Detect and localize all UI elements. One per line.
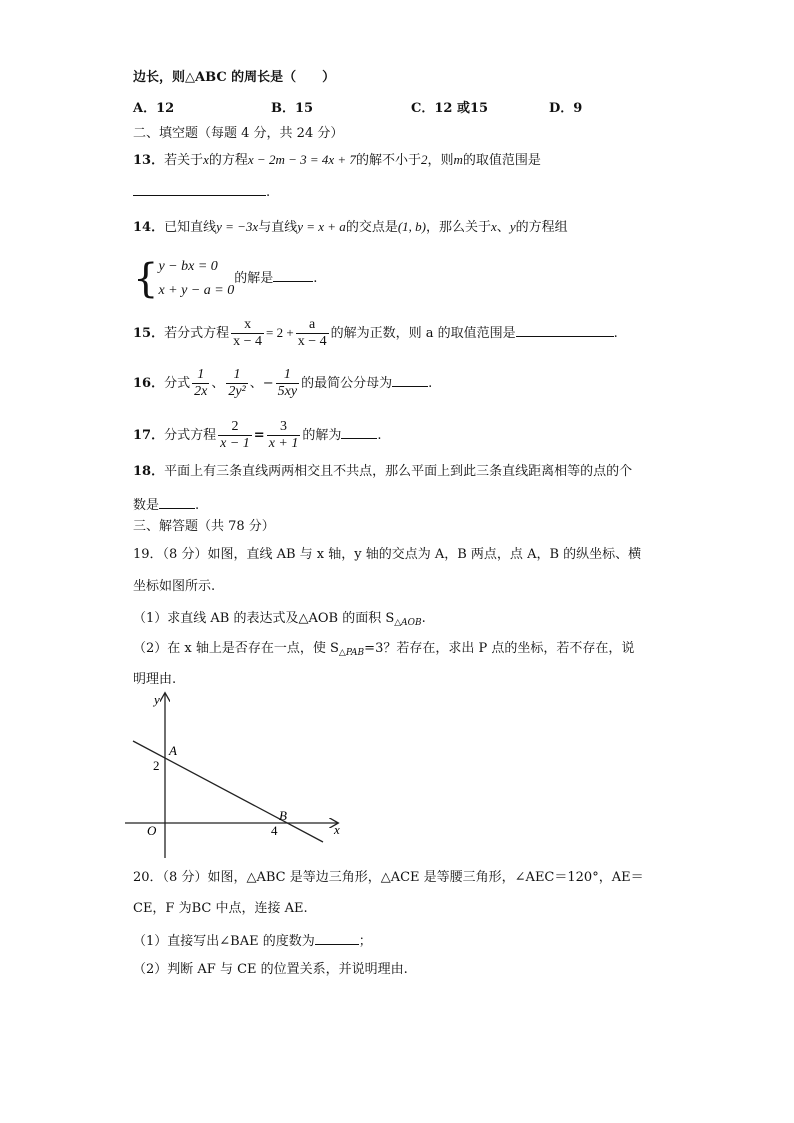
q18-number: 18． [133, 464, 165, 479]
q17-text-1: 分式方程 [164, 428, 217, 443]
q16-f1-denominator: 2x [194, 384, 208, 399]
q16-fraction-3 [276, 367, 299, 400]
q16-fraction-2 [226, 367, 247, 400]
q16-text-2: 的最简公分母为 [301, 376, 393, 391]
a-value-label: 2 [153, 758, 160, 773]
q13-text-2: 的方程 [208, 153, 248, 168]
brace-icon: { [133, 255, 159, 302]
question-17 [133, 414, 382, 458]
q16-fraction-1 [192, 367, 209, 400]
q17-fraction-2 [267, 419, 301, 452]
q16-f3-numerator: 1 [283, 367, 291, 382]
q18-end: . [195, 498, 200, 513]
q14-line-2: y = x + a [297, 219, 346, 234]
line-ab [133, 741, 323, 842]
q14-equations [158, 255, 234, 303]
q19-part-1-text: （1）求直线 AB 的表达式及△AOB 的面积 S [133, 611, 395, 626]
q19-line-1: 19．（8 分）如图，直线 AB 与 x 轴，y 轴的交点为 A，B 两点，点 A，B 的纵坐标、横 [133, 547, 642, 562]
q16-text-1: 分式 [164, 376, 191, 391]
q13-var-x: x [203, 152, 209, 167]
q12-options [133, 99, 582, 119]
q19-line-2: 坐标如图所示. [133, 579, 216, 594]
q15-fraction-2 [296, 317, 329, 350]
question-13 [133, 150, 541, 171]
q17-number: 17． [133, 428, 165, 443]
q19-part-1 [133, 609, 426, 633]
q14-text-5: 的方程组 [515, 220, 568, 235]
q17-f1-numerator: 2 [231, 419, 239, 434]
x-axis-label: x [334, 822, 340, 837]
q19-part-1-subscript: △AOB [394, 618, 422, 628]
q15-number: 15． [133, 326, 165, 341]
question-14 [133, 217, 568, 238]
q14-end: . [313, 271, 318, 286]
q16-sep-2: 、− [249, 376, 274, 391]
q16-f2-numerator: 1 [233, 367, 241, 382]
option-d: D．9 [549, 101, 583, 116]
q20-part-2: （2）判断 AF 与 CE 的位置关系，并说明理由. [133, 962, 408, 977]
option-a: A．12 [133, 101, 175, 116]
q20-part-1-end: ； [358, 934, 372, 949]
q13-number: 13． [133, 153, 165, 168]
q13-two: 2 [420, 152, 428, 167]
point-b-label: B [279, 808, 287, 823]
q15-f1-denominator: x − 4 [233, 334, 263, 349]
option-b: B．15 [271, 101, 314, 116]
q16-number: 16． [133, 376, 165, 391]
q20-part-1-text: （1）直接写出∠BAE 的度数为 [133, 934, 315, 949]
q18-blank[interactable] [159, 494, 195, 509]
q17-f2-numerator: 3 [280, 419, 288, 434]
q20-line-1: 20．（8 分）如图，△ABC 是等边三角形，△ACE 是等腰三角形，∠AEC＝120°，AE＝ [133, 870, 644, 885]
q16-blank[interactable] [392, 372, 428, 387]
q19-part-2-text-2: =3？若存在，求出 P 点的坐标，若不存在，说 [364, 641, 635, 656]
point-a-label: A [169, 743, 177, 758]
q16-f2-denominator: 2y² [228, 384, 246, 399]
q15-blank[interactable] [516, 322, 614, 337]
q20-part-1 [133, 930, 372, 952]
q15-f2-numerator: a [309, 317, 316, 332]
question-18 [133, 462, 632, 482]
q14-blank[interactable] [273, 267, 313, 282]
coordinate-figure [125, 688, 350, 860]
q14-text-4: ，那么关于 [426, 220, 492, 235]
q14-line-1: y = −3x [216, 219, 259, 234]
option-c: C．12 或15 [411, 101, 489, 116]
q19-part-1-end: . [421, 611, 426, 626]
q13-equation: x − 2m − 3 = 4x + 7 [247, 152, 356, 167]
q17-end: . [377, 428, 382, 443]
section-2-heading: 二、填空题（每题 4 分，共 24 分） [133, 126, 344, 141]
q14-var-y: y [509, 219, 516, 234]
b-value-label: 4 [271, 823, 278, 838]
y-axis-label: y [154, 692, 160, 707]
q14-eq-1: y − bx = 0 [158, 258, 218, 274]
q16-f3-denominator: 5xy [277, 384, 298, 399]
q16-sep-1: 、 [211, 376, 225, 391]
q14-number: 14． [133, 220, 165, 235]
q16-f1-numerator: 1 [197, 367, 205, 382]
q17-f1-denominator: x − 1 [220, 436, 250, 451]
q13-text-5: 的取值范围是 [462, 153, 541, 168]
q14-var-x: x [491, 219, 497, 234]
q19-part-2 [133, 639, 634, 663]
q20-line-2: CE，F 为BC 中点，连接 AE. [133, 901, 308, 916]
q19-part-2-text: （2）在 x 轴上是否存在一点，使 S [133, 641, 339, 656]
q14-system [133, 254, 317, 304]
q15-mid: = 2 + [266, 325, 294, 340]
question-15 [133, 311, 618, 356]
q18-line-1: 平面上有三条直线两两相交且不共点，那么平面上到此三条直线距离相等的点的个 [164, 464, 633, 479]
q14-point: (1, b) [397, 219, 426, 234]
section-3-heading: 三、解答题（共 78 分） [133, 519, 275, 534]
q17-equals: = [253, 428, 265, 443]
q15-f1-numerator: x [244, 317, 252, 332]
q12-tail: 边长，则△ABC 的周长是（ ） [133, 70, 336, 85]
q18-line-2: 数是 [133, 498, 160, 513]
q13-answer-line [133, 181, 270, 203]
q13-var-m: m [453, 152, 463, 167]
q13-text-1: 若关于 [164, 153, 204, 168]
origin-label: O [147, 823, 157, 838]
q15-fraction-1 [231, 317, 264, 350]
q17-f2-denominator: x + 1 [268, 436, 299, 451]
question-16 [133, 362, 432, 406]
q14-sep: 、 [496, 220, 510, 235]
q13-end: . [266, 185, 271, 200]
q19-part-2-subscript: △PAB [338, 648, 365, 658]
q14-text-1: 已知直线 [164, 220, 217, 235]
q14-eq-2: x + y − a = 0 [158, 282, 235, 298]
q18-answer-line [133, 494, 199, 516]
q15-text-2: 的解为正数，则 a 的取值范围是 [330, 326, 516, 341]
q16-end: . [428, 376, 433, 391]
q13-text-3: 的解不小于 [355, 153, 421, 168]
q15-end: . [613, 326, 618, 341]
q14-text-2: 与直线 [258, 220, 298, 235]
q20-blank[interactable] [315, 930, 359, 945]
q17-blank[interactable] [341, 424, 377, 439]
q19-line-3: 明理由. [133, 672, 177, 687]
q13-blank[interactable] [133, 181, 266, 196]
q15-f2-denominator: x − 4 [297, 334, 327, 349]
q14-text-6: 的解是 [234, 271, 274, 286]
q17-text-2: 的解为 [302, 428, 342, 443]
q13-text-4: ，则 [427, 153, 454, 168]
q15-text-1: 若分式方程 [164, 326, 230, 341]
q14-text-3: 的交点是 [345, 220, 398, 235]
q17-fraction-1 [218, 419, 252, 452]
